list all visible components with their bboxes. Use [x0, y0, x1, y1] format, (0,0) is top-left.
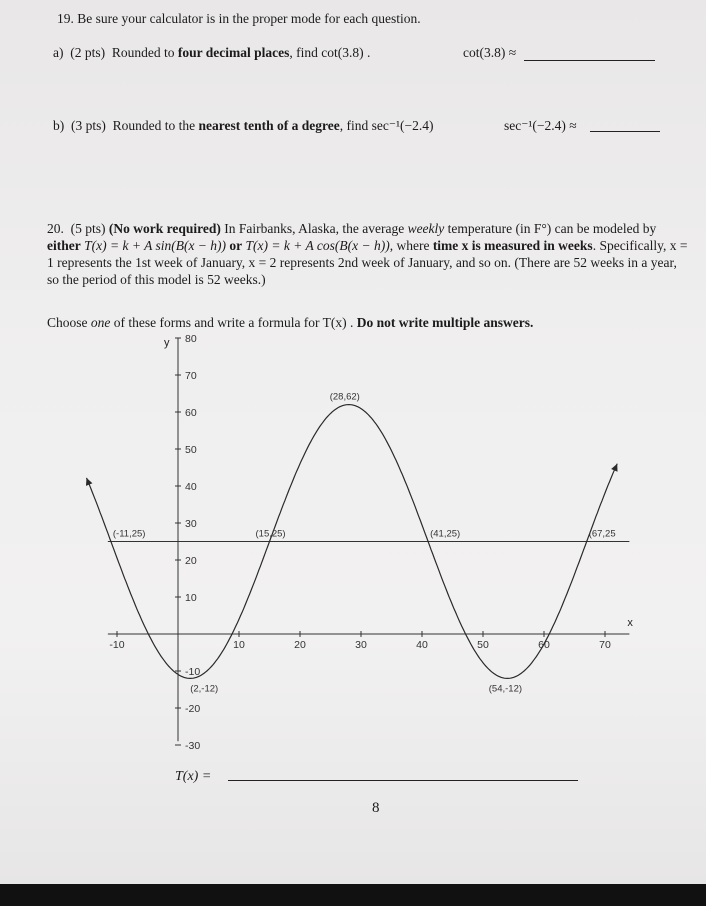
q19b-answer-label: sec⁻¹(−2.4) ≈ — [504, 118, 577, 133]
x-tick-label: 40 — [416, 639, 428, 651]
q20-intro2: temperature (in F°) can be modeled by — [447, 221, 657, 236]
q19a-label: a) — [53, 45, 64, 60]
point-annotation: (15,25) — [255, 528, 286, 540]
x-tick-label: -10 — [109, 639, 125, 651]
y-tick-label: 80 — [185, 333, 197, 345]
graph-ticks — [109, 333, 611, 752]
y-tick-label: -20 — [185, 703, 201, 715]
q19-header: 19. Be sure your calculator is in the proper mode for each question. — [57, 11, 421, 26]
x-tick-label: 20 — [294, 639, 306, 651]
q19b-text-pre: Rounded to the — [112, 118, 196, 133]
q20-number: 20. — [47, 221, 64, 236]
x-tick-label: 30 — [355, 639, 367, 651]
x-tick-label: 10 — [233, 639, 245, 651]
q20-answer-line[interactable] — [228, 780, 578, 781]
q20-pts: (5 pts) — [70, 221, 106, 236]
y-tick-label: 40 — [185, 481, 197, 493]
q19b-prompt — [53, 117, 433, 135]
q20-form2: T(x) = k + A cos(B(x − h)) — [245, 238, 390, 253]
y-axis-label: y — [164, 337, 170, 349]
temperature-graph — [0, 330, 706, 770]
q20-form1: T(x) = k + A sin(B(x − h)) — [84, 238, 227, 253]
q20-answer-label-text: T(x) = — [175, 769, 212, 784]
q19b-answer-line[interactable] — [590, 131, 660, 132]
y-tick-label: -10 — [185, 666, 201, 678]
q20-time-measured: time x is measured in weeks — [432, 238, 593, 253]
y-tick-label: -30 — [185, 740, 201, 752]
q19a-pts: (2 pts) — [70, 45, 106, 60]
y-tick-label: 30 — [185, 518, 197, 530]
point-annotation: (67,25 — [588, 528, 616, 540]
q20-choose-bold: Do not write multiple answers. — [356, 315, 534, 330]
q19b-text-post: , find sec⁻¹(−2.4) — [339, 118, 434, 133]
q19b-pts: (3 pts) — [71, 118, 106, 133]
q19a-answer-label: cot(3.8) ≈ — [463, 45, 517, 60]
q20-choose-pre: Choose — [47, 315, 88, 330]
y-tick-label: 10 — [185, 592, 197, 604]
y-tick-label: 20 — [185, 555, 197, 567]
q20-where: , where — [389, 238, 430, 253]
q19a-answer-line[interactable] — [524, 60, 655, 61]
graph-axes — [108, 337, 634, 741]
q20-answer-label — [175, 768, 211, 786]
x-axis-label: x — [627, 617, 633, 629]
q19a-text-bold: four decimal places — [177, 45, 290, 60]
x-tick-label: 50 — [477, 639, 489, 651]
q20-weekly: weekly — [407, 221, 445, 236]
q20-choose-mid: of these forms and write a formula for T(x) . — [113, 315, 354, 330]
q20-paragraph — [47, 220, 692, 288]
point-annotation: (41,25) — [430, 528, 461, 540]
q19a-text-pre: Rounded to — [111, 45, 175, 60]
q19a-prompt — [53, 44, 370, 62]
q20-or: or — [229, 238, 243, 253]
x-tick-label: 70 — [599, 639, 611, 651]
q19b-text-bold: nearest tenth of a degree — [198, 118, 340, 133]
page-number: 8 — [372, 800, 380, 816]
q20-choose-one: one — [90, 315, 111, 330]
q20-spec: . Specifically, x = 1 represents the 1st week of January, x = 2 represents 2nd week of January, and so on. (There are 52 weeks in a year, so the period of this model is 52 weeks.) — [47, 238, 688, 287]
q19a-text-post: , find cot(3.8) . — [289, 45, 371, 60]
x-tick-label: 60 — [538, 639, 550, 651]
q20-intro: In Fairbanks, Alaska, the average — [224, 221, 405, 236]
q20-no-work: (No work required) — [108, 221, 221, 236]
point-annotation: (54,-12) — [488, 683, 523, 695]
q19b-label: b) — [53, 118, 65, 133]
y-tick-label: 70 — [185, 370, 197, 382]
y-tick-label: 60 — [185, 407, 197, 419]
point-annotation: (28,62) — [329, 391, 360, 403]
y-tick-label: 50 — [185, 444, 197, 456]
q20-either: either — [47, 238, 81, 253]
point-annotation: (2,-12) — [190, 683, 219, 695]
point-annotation: (-11,25) — [112, 528, 146, 540]
bottom-shadow — [0, 884, 706, 906]
